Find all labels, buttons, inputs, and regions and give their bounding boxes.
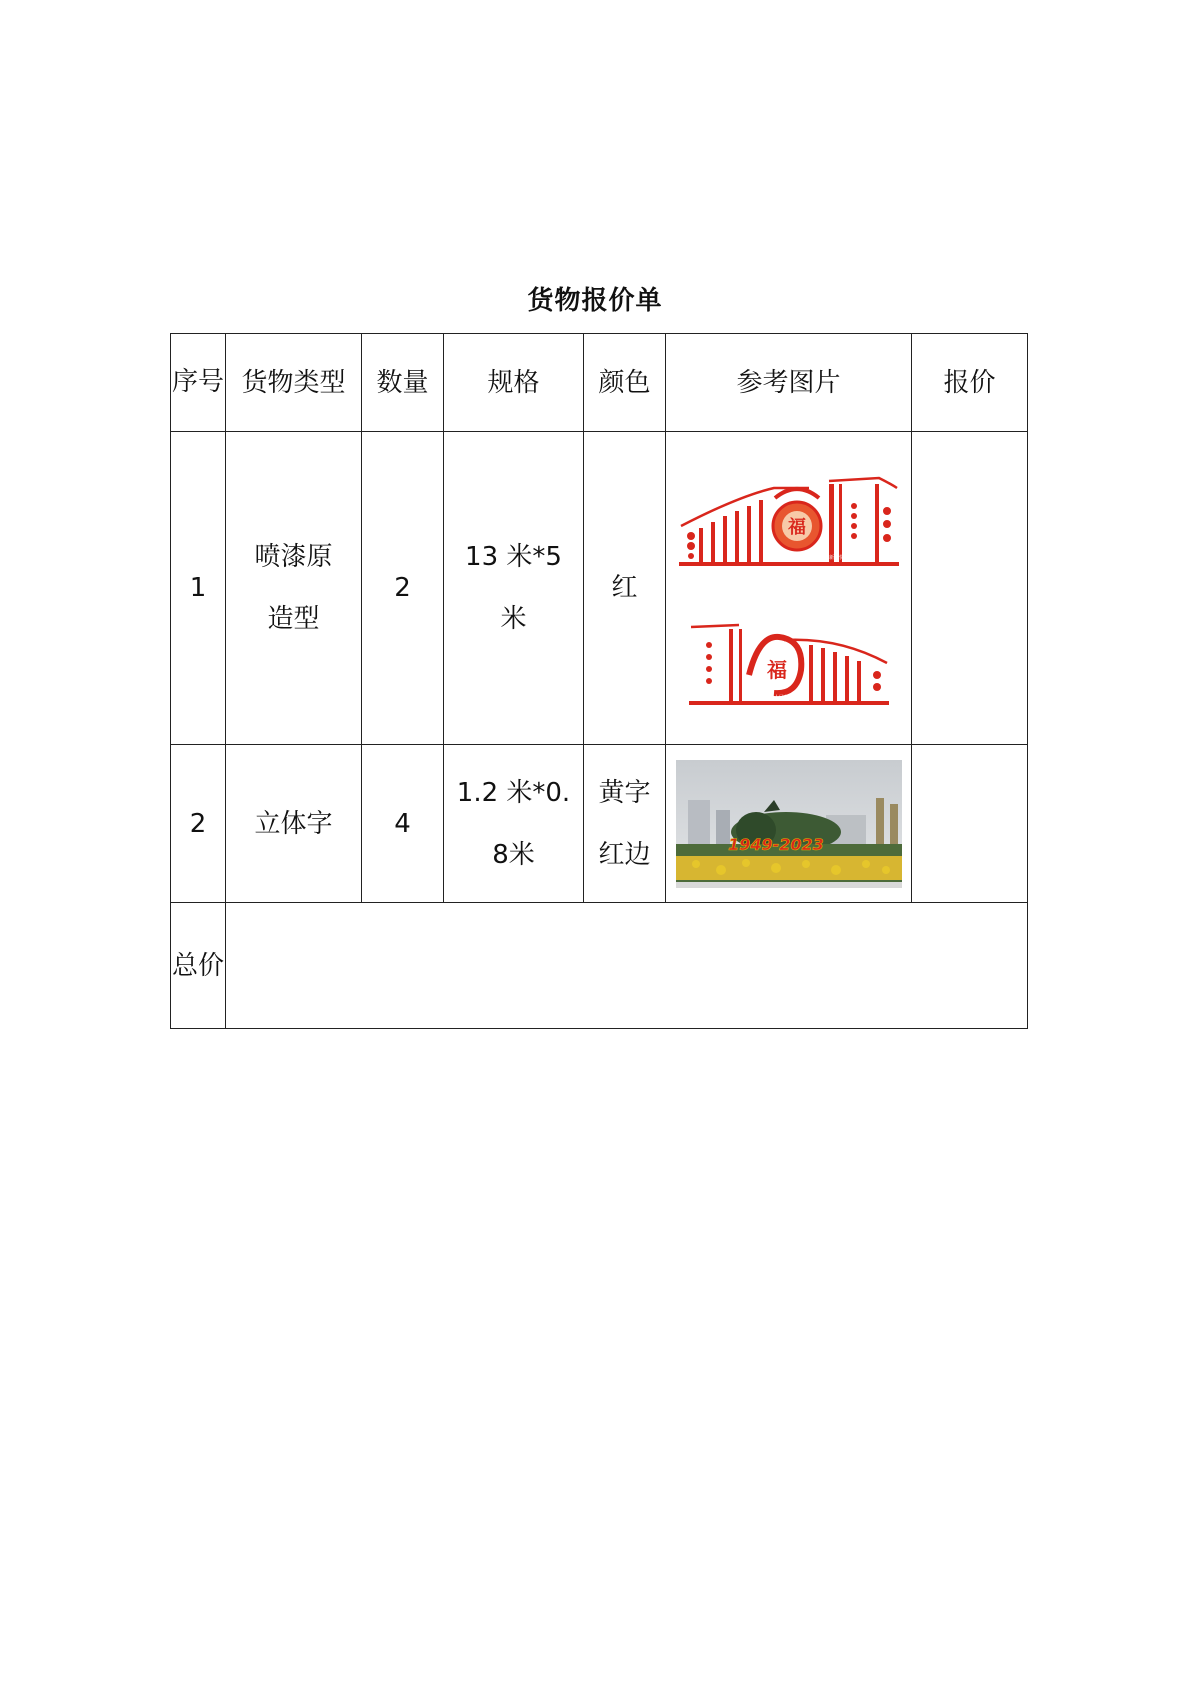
table-row [171,745,1028,903]
total-label: 总价 [171,950,224,981]
table-header-row [171,334,1028,432]
festive-gate-image-b [689,615,889,710]
header-type: 货物类型 [226,334,362,432]
row-color [584,745,666,903]
festive-gate-image-a [679,466,899,571]
row-type: 立体字 [226,745,362,903]
row-spec [444,745,584,903]
row-index: 2 [171,745,226,903]
row-image [666,432,912,745]
row-qty: 4 [362,745,444,903]
row-index: 1 [171,432,226,745]
flowerbed-photo [676,760,902,888]
row-spec [444,432,584,745]
row-spec-text: 1.2 米*0.8米 [456,777,571,870]
total-value [226,903,1028,1029]
row-spec-text: 13 米*5米 [465,542,562,634]
row-color: 红 [584,432,666,745]
table-row [171,432,1028,745]
row-color-text: 黄字红边 [598,777,651,870]
header-qty: 数量 [362,334,444,432]
row-qty: 2 [362,432,444,745]
header-image: 参考图片 [666,334,912,432]
svg-text:福: 福 [787,517,806,538]
row-type [226,432,362,745]
total-row [171,903,1028,1029]
header-price: 报价 [912,334,1028,432]
row-image [666,745,912,903]
header-index: 序号 [171,334,226,432]
quote-table [170,333,1028,1029]
row-price [912,432,1028,745]
header-spec: 规格 [444,334,584,432]
image-a-caption: 祝你全市人民新春快乐 [798,555,849,561]
image-b-caption: 祝你全市人民新春快乐 [753,695,804,701]
svg-text:福: 福 [766,658,787,682]
flowerbed-year-text: 1949-2023 [727,834,824,854]
total-label-cell [171,903,226,1029]
row-price [912,745,1028,903]
header-color: 颜色 [584,334,666,432]
row-type-text: 喷漆原造型 [254,542,333,634]
document-title: 货物报价单 [527,286,663,316]
